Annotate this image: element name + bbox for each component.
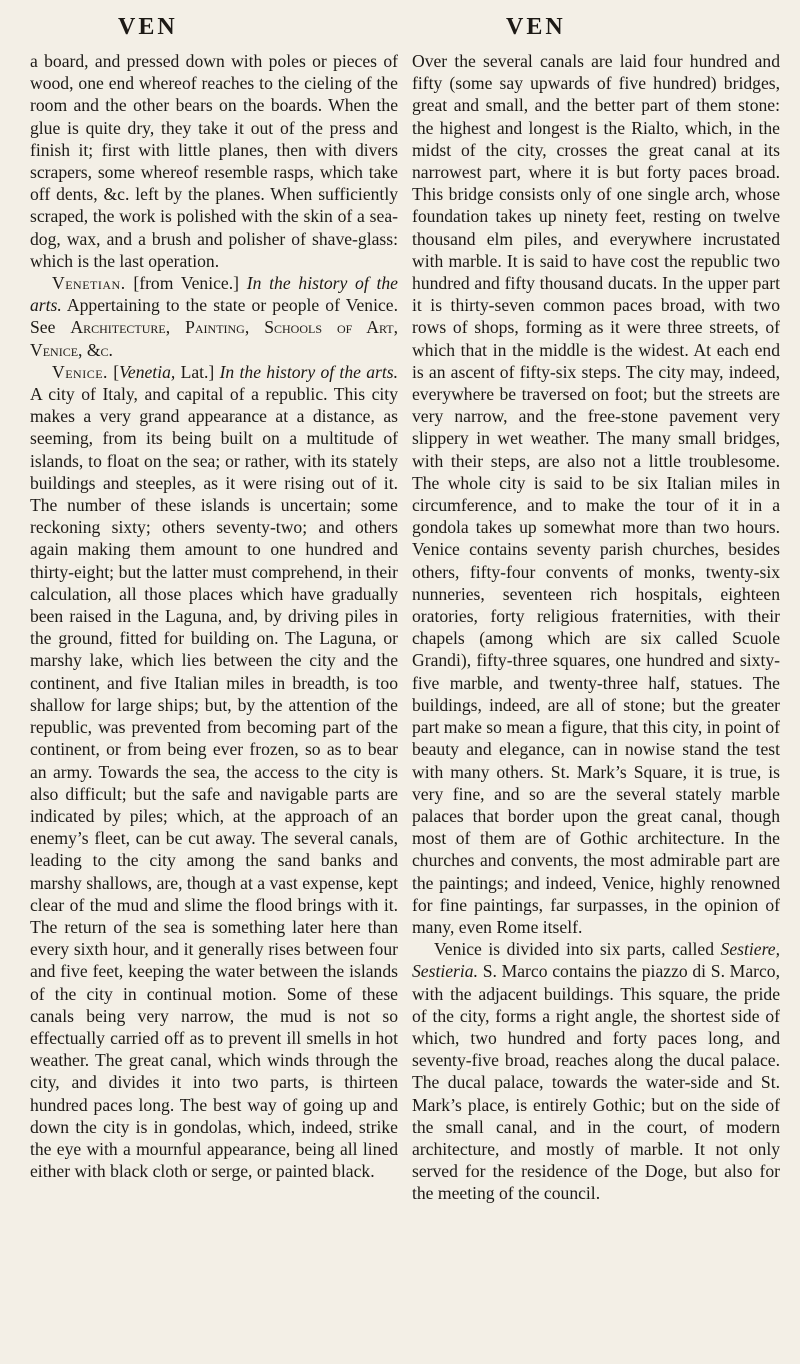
entry-venetian <box>30 272 398 361</box>
left-column <box>30 50 398 1182</box>
venetian-subject: In the history of the arts. <box>30 273 398 316</box>
venice-etym-close: Lat.] <box>180 361 215 382</box>
running-head-left: VEN <box>118 14 178 40</box>
venetian-definition: Appertaining to the state or people of Venice. See <box>30 295 398 338</box>
sestiere-term: Sestiere, Sestieria. <box>412 939 780 982</box>
sestiere-intro: Venice is divided into six parts, called <box>434 939 715 960</box>
paragraph-glue-press: a board, and pressed down with poles or pieces of wood, one end whereof reaches to the cieling of the room and the other bears on the boards. When the glue is quite dry, they take it out of the press and finish it; first with little planes, then with divers scrapers, some whereof resemble rasps, which take off dents, &c. left by the planes. When sufficiently scraped, the work is polished with the skin of a sea-dog, wax, and a brush and polisher of shave-glass: which is the last operation. <box>30 51 398 271</box>
venice-subject: In the history of the arts. <box>219 361 398 382</box>
venice-etym-open: [ <box>113 361 120 382</box>
paragraph-sestiere <box>412 938 780 1204</box>
running-head-right: VEN <box>506 14 566 40</box>
venice-body: A city of Italy, and capital of a republic. This city makes a very grand appearance at a distance, as seeming, from its being built on a multitude of islands, to float on the sea; or rather, with its stately buildings and steeples, as it were rising out of it. The number of these islands is uncertain; some reckoning sixty; others seventy-two; and others again making them amount to one hundred and thirty-eight; but the latter must comprehend, in their calculation, all those places which have gradually been raised in the Laguna, and, by driving piles in the ground, fitted for building on. The Laguna, or marshy lake, which lies between the city and the continent, and five Italian miles in breadth, is too shallow for large ships; but, by the attention of the republic, was prevented from becoming part of the continent, or from being ever frozen, so as to bear an army. Towards the sea, the access to the city is also difficult; but the safe and navigable parts are indicated by piles; which, at the approach of an enemy’s fleet, can be cut away. The several canals, leading to the city among the sand banks and marshy shallows, are, though at a vast expense, kept clear of the mud and slime the flood brings with it. The return of the sea is something later here than every sixth hour, and it generally rises between four and five feet, keeping the water between the islands of the city in continual motion. Some of these canals being very narrow, the mud is not so effectually carried off as to prevent ill smells in hot weather. The great canal, which winds through the city, and divides it into two parts, is thirteen hundred paces long. The best way of going up and down the city is in gondolas, which, indeed, strike the eye with a mournful appearance, being all lined either with black cloth or serge, or painted black. <box>30 384 398 1182</box>
sestiere-body: S. Marco contains the piazzo di S. Marco, with the adjacent buildings. This square, the pride of the city, forms a right angle, the shortest side of which, two hundred and forty paces long, and seventy-five broad, reaches along the ducal palace. The ducal palace, towards the water-side and St. Mark’s place, is entirely Gothic; but on the side of the small canal, and in the court, of modern architecture, and mostly of marble. It not only served for the residence of the Doge, but also for the meeting of the council. <box>412 961 780 1204</box>
entry-venice <box>30 361 398 1183</box>
right-column <box>412 50 780 1205</box>
headword-venice: Venice. <box>52 361 108 382</box>
venetian-etymology: [from Venice.] <box>133 273 239 294</box>
headword-venetian: Venetian. <box>52 273 126 294</box>
venice-etymology: Venetia, <box>119 361 176 382</box>
paragraph-bridges: Over the several canals are laid four hundred and fifty (some say upwards of five hundred) bridges, great and small, and the better part of them stone: the highest and longest is the Rialto, which, in the midst of the city, crosses the great canal at its narrowest part, where it is but forty paces broad. This bridge consists only of one single arch, whose foundation takes up ninety feet, resting on twelve thousand elm piles, and everywhere incrustated with marble. It is said to have cost the republic two hundred and fifty thousand ducats. In the upper part it is thirty-seven common paces broad, with two rows of shops, forming as it were three streets, of which that in the middle is the widest. At each end is an ascent of fifty-six steps. The city may, indeed, everywhere be traversed on foot; but the streets are very narrow, and the free-stone pavement very slippery in wet weather. The many small bridges, with their steps, are also not a little troublesome. The whole city is said to be six Italian miles in circumference, and to make the tour of it in a gondola takes up somewhat more than two hours. Venice contains seventy parish churches, besides others, fifty-four convents of monks, twenty-six nunneries, seventeen rich hospitals, eighteen oratories, forty religious fraternities, with their chapels (among which are six called Scuole Grandi), fifty-three squares, one hundred and sixty-five marble, and twenty-three half, statues. The buildings, indeed, are all of stone; but the greater part make so mean a figure, that this city, in point of beauty and elegance, can in nowise stand the test with many others. St. Mark’s Square, it is true, is very fine, and so are the several stately marble palaces that border upon the great canal, though most of them are of Gothic architecture. In the churches and convents, the most admirable part are the paintings; and indeed, Venice, highly renowned for fine paintings, far surpasses, in the opinion of many, even Rome itself. <box>412 51 780 937</box>
venetian-cross-reference: Architecture, Painting, Schools of Art, Venice, &c. <box>30 317 398 360</box>
